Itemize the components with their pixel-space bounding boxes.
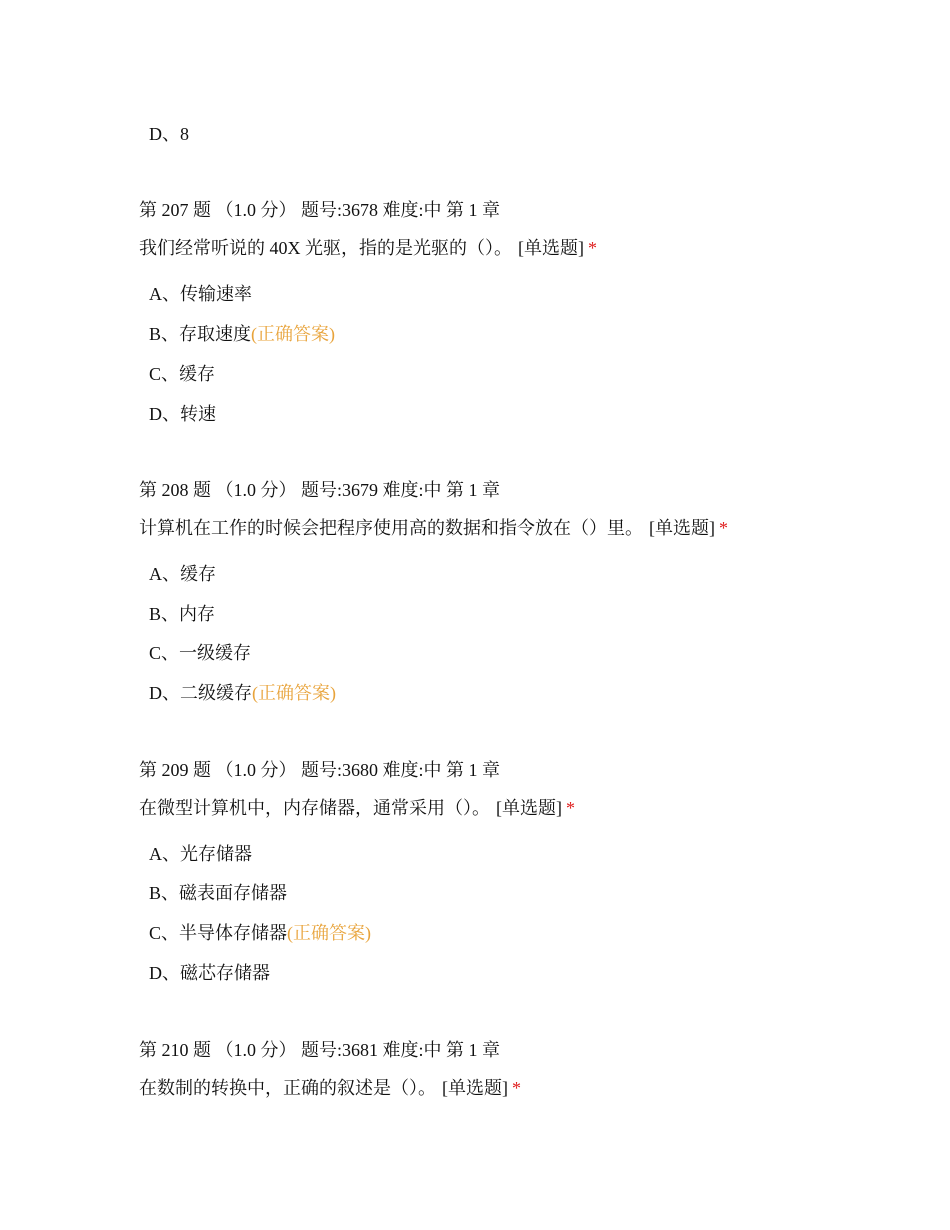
correct-answer-label: (正确答案): [287, 923, 372, 943]
required-mark: *: [588, 238, 597, 258]
question-210-stem: [139, 1076, 521, 1100]
correct-answer-label: (正确答案): [252, 683, 336, 703]
option-text: 一级缓存: [179, 643, 252, 663]
option-text: 缓存: [179, 364, 216, 384]
question-stem-text: 我们经常听说的 40X 光驱，指的是光驱的（）。: [139, 238, 512, 258]
required-mark: *: [566, 798, 575, 818]
question-208-option-d: [149, 681, 336, 705]
option-letter: C、: [149, 923, 180, 943]
question-207-option-d: [149, 402, 216, 426]
option-letter: A、: [149, 564, 180, 584]
option-text: 内存: [179, 604, 216, 624]
question-208-option-c: [149, 641, 251, 665]
option-letter: B、: [149, 324, 180, 344]
question-208-header: 第 208 题 （1.0 分） 题号:3679 难度:中 第 1 章: [139, 480, 501, 500]
previous-question-option-d: [149, 122, 189, 146]
question-208-stem: [139, 516, 728, 540]
question-209-option-d: [149, 961, 270, 985]
option-text: 二级缓存: [180, 683, 252, 703]
question-209-stem: [139, 796, 575, 820]
option-letter: D、: [149, 404, 180, 424]
option-letter: D、: [149, 963, 180, 983]
question-207-option-b: [149, 322, 335, 346]
correct-answer-label: (正确答案): [251, 324, 336, 344]
option-text: 转速: [180, 404, 216, 424]
question-stem-text: 在微型计算机中，内存储器，通常采用（）。: [139, 798, 490, 818]
question-207-option-a: [149, 282, 252, 306]
required-mark: *: [512, 1078, 521, 1098]
option-text: 8: [180, 124, 189, 144]
option-letter: D、: [149, 683, 180, 703]
question-207-option-c: [149, 362, 215, 386]
option-text: 传输速率: [180, 284, 252, 304]
question-type-label: [单选题]: [496, 798, 562, 818]
option-letter: A、: [149, 284, 180, 304]
question-type-label: [单选题]: [442, 1078, 508, 1098]
question-stem-text: 在数制的转换中，正确的叙述是（）。: [139, 1078, 436, 1098]
question-stem-text: 计算机在工作的时候会把程序使用高的数据和指令放在（）里。: [139, 518, 643, 538]
option-text: 光存储器: [180, 844, 252, 864]
option-letter: B、: [149, 883, 180, 903]
option-text: 磁芯存储器: [180, 963, 270, 983]
option-text: 存取速度: [179, 324, 252, 344]
option-text: 缓存: [180, 564, 216, 584]
question-type-label: [单选题]: [518, 238, 584, 258]
question-209-option-a: [149, 842, 252, 866]
option-text: 半导体存储器: [179, 923, 288, 943]
option-letter: D、: [149, 124, 180, 144]
required-mark: *: [719, 518, 728, 538]
option-letter: B、: [149, 604, 180, 624]
question-type-label: [单选题]: [649, 518, 715, 538]
question-209-option-b: [149, 881, 287, 905]
question-209-header: 第 209 题 （1.0 分） 题号:3680 难度:中 第 1 章: [139, 760, 501, 780]
option-text: 磁表面存储器: [179, 883, 288, 903]
question-208-option-b: [149, 602, 215, 626]
question-210-header: 第 210 题 （1.0 分） 题号:3681 难度:中 第 1 章: [139, 1040, 501, 1060]
question-208-option-a: [149, 562, 216, 586]
question-207-stem: [139, 236, 597, 260]
question-207-header: 第 207 题 （1.0 分） 题号:3678 难度:中 第 1 章: [139, 200, 501, 220]
question-209-option-c: [149, 921, 371, 945]
option-letter: C、: [149, 364, 180, 384]
option-letter: A、: [149, 844, 180, 864]
option-letter: C、: [149, 643, 180, 663]
